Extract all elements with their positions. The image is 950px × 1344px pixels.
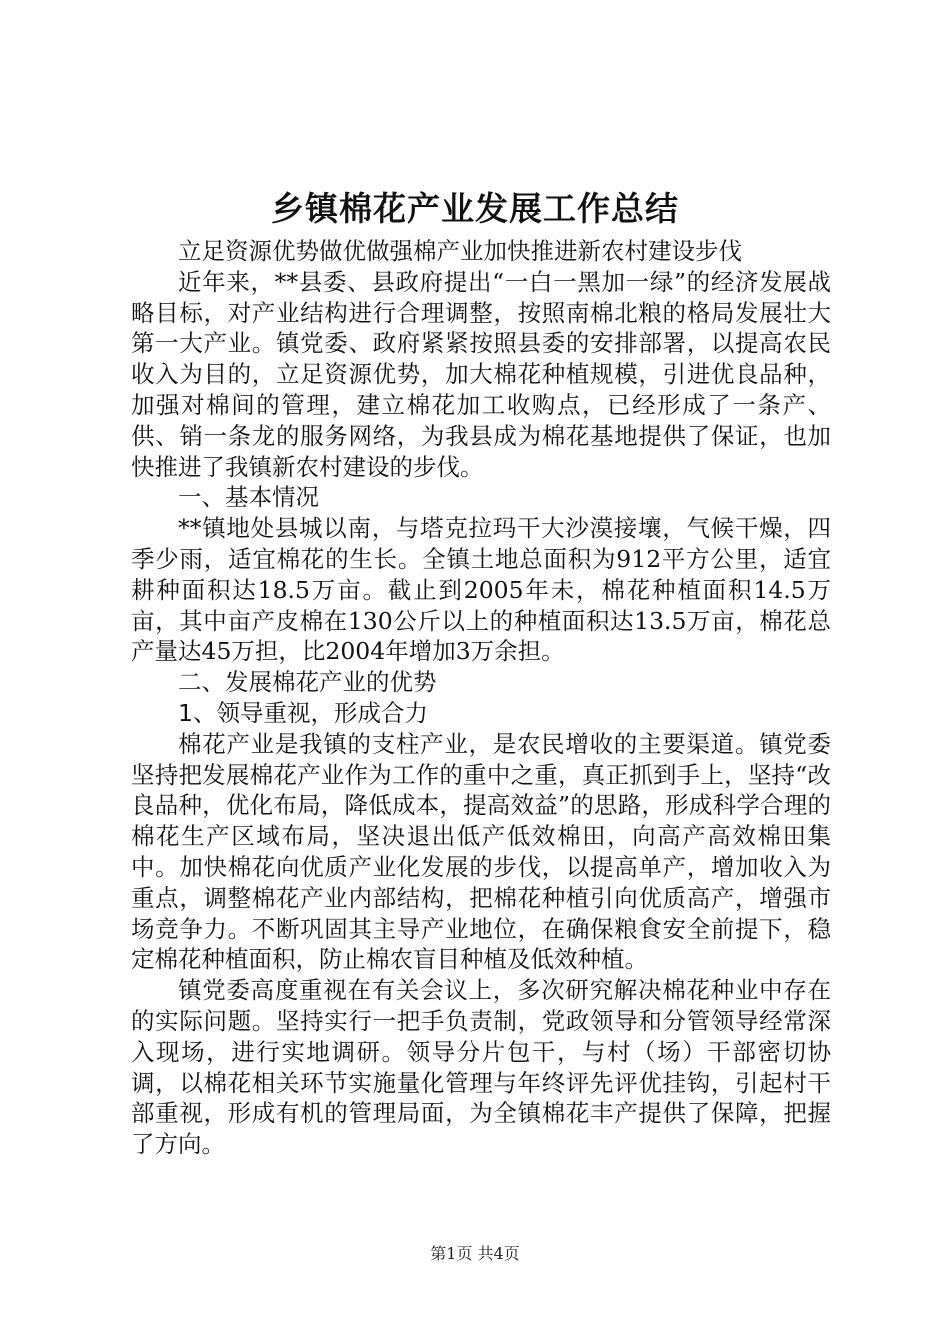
subtitle-paragraph: 立足资源优势做优做强棉产业加快推进新农村建设步伐 [178,237,742,265]
document-title: 乡镇棉花产业发展工作总结 [271,189,679,228]
page-footer: 第1页 共4页 [430,1244,520,1263]
leadership-paragraph-1: 棉花产业是我镇的支柱产业，是农民增收的主要渠道。镇党委坚持把发展棉花产业作为工作的重中之重，真正抓到手上，坚持“改良品种，优化布局，降低成本，提高效益”的思路，形成科学合理的棉花生产区域布局，坚决退出低产低效棉田，向高产高效棉田集中。加快棉花向优质产业化发展的步伐，以提高单产，增加收入为重点，调整棉花产业内部结构，把棉花种植引向优质高产，增强市场竞争力。不断巩固其主导产业地位，在确保粮食安全前提下，稳定棉花种植面积，防止棉农盲目种植及低效种植。 [131,729,831,974]
section-heading-basic-situation: 一、基本情况 [178,483,319,512]
intro-paragraph: 近年来，**县委、县政府提出“一白一黑加一绿”的经济发展战略目标，对产业结构进行合理调整，按照南棉北粮的格局发展壮大第一大产业。镇党委、政府紧紧按照县委的安排部署，以提高农民收入为目的，立足资源优势，加大棉花种植规模，引进优良品种，加强对棉间的管理，建立棉花加工收购点，已经形成了一条产、供、销一条龙的服务网络，为我县成为棉花基地提供了保证，也加快推进了我镇新农村建设的步伐。 [131,267,831,481]
subsection-heading-leadership: 1、领导重视，形成合力 [178,698,428,727]
leadership-paragraph-2: 镇党委高度重视在有关会议上，多次研究解决棉花种业中存在的实际问题。坚持实行一把手负责制，党政领导和分管领导经常深入现场，进行实地调研。领导分片包干，与村（场）干部密切协调，以棉花相关环节实施量化管理与年终评先评优挂钩，引起村干部重视，形成有机的管理局面，为全镇棉花丰产提供了保障，把握了方向。 [131,976,831,1159]
basic-situation-paragraph: **镇地处县城以南，与塔克拉玛干大沙漠接壤，气候干燥，四季少雨，适宜棉花的生长。全镇土地总面积为912平方公里，适宜耕种面积达18.5万亩。截止到2005年未，棉花种植面积14.5万亩，其中亩产皮棉在130公斤以上的种植面积达13.5万亩，棉花总产量达45万担，比2004年增加3万余担。 [131,514,831,666]
section-heading-advantages: 二、发展棉花产业的优势 [178,668,437,697]
document-body [131,236,831,1160]
